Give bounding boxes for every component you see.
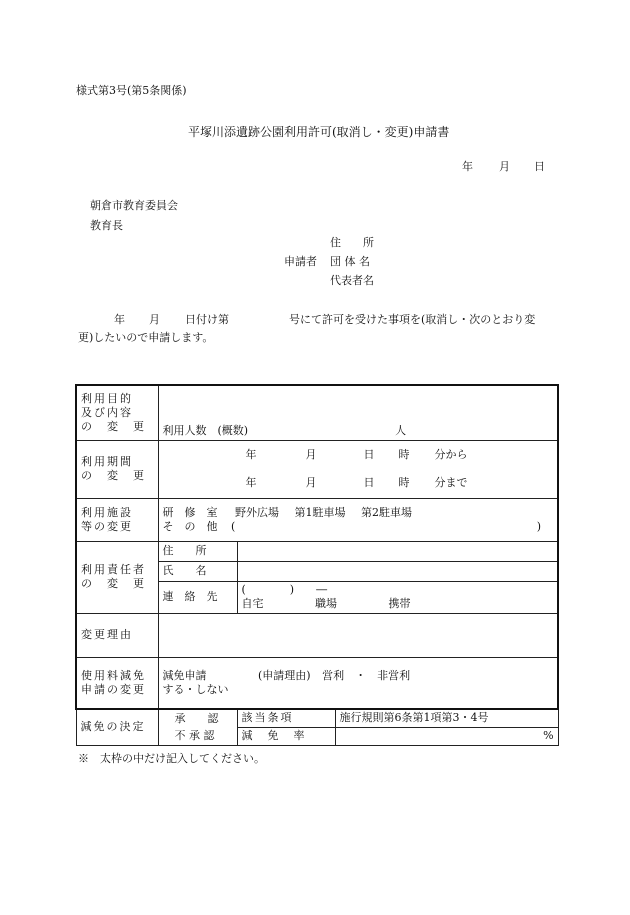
responsible-contact-label: 連 絡 先 (158, 581, 237, 613)
applicant-rep-label: 代表者名 (330, 274, 374, 287)
facility-outdoor-plaza[interactable]: 野外広場 (235, 505, 279, 519)
facility-label-line2: 等の変更 (81, 519, 133, 533)
addressee-org: 朝倉市教育委員会 (90, 199, 178, 212)
people-count-unit: 人 (395, 423, 407, 437)
applicant-label: 申請者 (284, 255, 317, 268)
date-day: 日 (534, 160, 545, 173)
contact-home[interactable]: 自宅 (241, 597, 264, 610)
responsible-label-line1: 利用責任者 (81, 563, 146, 576)
rate-unit: % (543, 729, 554, 742)
facility-other-label: そ の 他 (162, 519, 218, 533)
form-number: 様式第3号(第5条関係) (76, 84, 187, 97)
period-from-hour: 時 (398, 448, 410, 461)
body-line2: 更)したいので申請します。 (78, 331, 214, 344)
period-label (76, 440, 158, 498)
facility-parking-2[interactable]: 第2駐車場 (361, 505, 412, 519)
facility-row (76, 498, 558, 541)
date-year: 年 (462, 160, 473, 173)
period-to-hour: 時 (398, 476, 410, 489)
fee-do-or-not[interactable]: する・しない (162, 682, 229, 696)
contact-phone-format: ( ) ― (241, 583, 328, 596)
decision-row-1 (76, 709, 558, 727)
purpose-row (76, 385, 558, 440)
fee-exemption-request: 減免申請 (162, 668, 207, 682)
period-row (76, 440, 558, 498)
facility-other-close-paren: ) (536, 519, 542, 533)
facility-parking-1[interactable]: 第1駐車場 (294, 505, 346, 519)
body-line1-rest: 号にて許可を受けた事項を(取消し・次のとおり変 (289, 313, 536, 326)
responsible-label-line2: の 変 更 (81, 577, 146, 590)
body-day: 日付け第 (185, 313, 229, 326)
application-table (75, 384, 559, 746)
responsible-address-row (76, 541, 558, 561)
responsible-name-label: 氏 名 (158, 561, 237, 581)
responsible-contact-input[interactable] (237, 581, 558, 613)
purpose-label-line1: 利用目的 (81, 391, 133, 405)
facility-training-room[interactable]: 研 修 室 (162, 505, 218, 519)
facility-label-line1: 利用施設 (81, 505, 133, 519)
article-value: 施行規則第6条第1項第3・4号 (335, 709, 558, 727)
purpose-input[interactable] (158, 385, 558, 440)
fee-label-line2: 申請の変更 (81, 682, 146, 696)
facility-label (76, 498, 158, 541)
period-from-minute: 分から (434, 448, 468, 461)
contact-mobile[interactable]: 携帯 (388, 597, 411, 610)
purpose-label-line2: 及び内容 (81, 405, 133, 419)
responsible-name-input[interactable] (237, 561, 558, 581)
rate-value (335, 727, 558, 745)
fee-profit-choice[interactable]: 営利 ・ 非営利 (322, 668, 411, 682)
period-to-minute: 分まで (434, 476, 468, 489)
body-year: 年 (114, 313, 125, 326)
applicant-group-label: 団 体 名 (330, 255, 370, 268)
period-to-month: 月 (305, 476, 317, 489)
period-to-day: 日 (363, 476, 375, 489)
facility-other-open-paren: ( (231, 519, 236, 533)
period-to-year: 年 (245, 476, 257, 489)
reason-input[interactable] (158, 613, 558, 657)
responsible-label (76, 541, 158, 613)
fee-row (76, 657, 558, 709)
body-month: 月 (149, 313, 160, 326)
period-from-month: 月 (305, 448, 317, 461)
footnote: ※ 太枠の中だけ記入してください。 (78, 752, 265, 765)
article-label: 該当条項 (237, 709, 335, 727)
document-title: 平塚川添遺跡公園利用許可(取消し・変更)申請書 (188, 125, 450, 139)
fee-input[interactable] (158, 657, 558, 709)
rate-label: 減 免 率 (237, 727, 335, 745)
period-label-line2: の 変 更 (81, 469, 146, 482)
responsible-address-input[interactable] (237, 541, 558, 561)
decision-disapprove: 不 承 認 (158, 727, 237, 745)
fee-label-line1: 使用料減免 (81, 668, 146, 682)
period-input[interactable] (158, 440, 558, 498)
facility-input[interactable] (158, 498, 558, 541)
period-from-day: 日 (363, 448, 375, 461)
responsible-address-label: 住 所 (158, 541, 237, 561)
applicant-address-label: 住 所 (330, 236, 374, 249)
contact-work[interactable]: 職場 (315, 597, 337, 610)
decision-approve: 承 認 (158, 709, 237, 727)
fee-reason-label: (申請理由) (258, 668, 311, 682)
date-month: 月 (499, 160, 510, 173)
decision-label: 減免の決定 (76, 709, 158, 745)
reason-label: 変更理由 (76, 613, 158, 657)
purpose-label (76, 385, 158, 440)
fee-label (76, 657, 158, 709)
reason-row (76, 613, 558, 657)
people-count-label: 利用人数 (概数) (162, 423, 249, 437)
purpose-label-line3: の 変 更 (81, 419, 146, 433)
addressee-title: 教育長 (90, 219, 123, 232)
period-label-line1: 利用期間 (81, 455, 133, 468)
period-from-year: 年 (245, 448, 257, 461)
